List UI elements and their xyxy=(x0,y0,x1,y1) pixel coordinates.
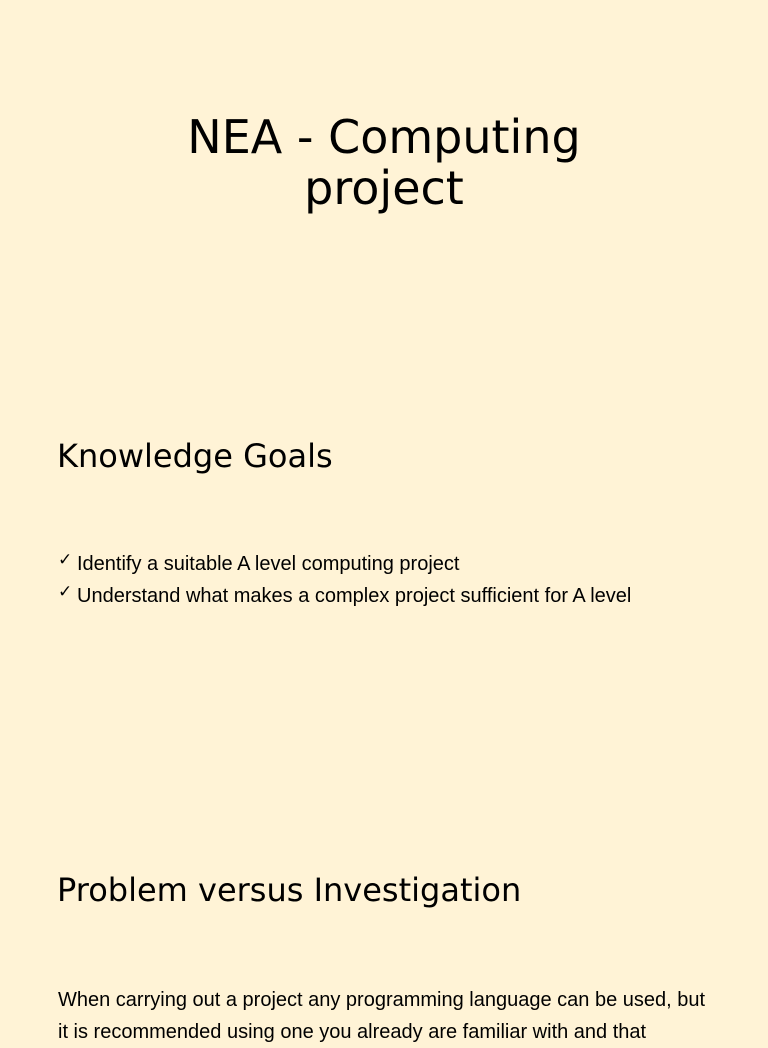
goal-item xyxy=(58,548,631,580)
goal-text: Understand what makes a complex project sufficient for A level xyxy=(77,585,632,607)
goal-item xyxy=(58,580,631,612)
knowledge-goals-heading: Knowledge Goals xyxy=(57,437,333,475)
problem-vs-investigation-slide xyxy=(0,830,768,1043)
knowledge-goals-slide xyxy=(0,400,768,830)
checkmark-icon: ✓ xyxy=(58,582,73,602)
title-slide xyxy=(0,0,768,400)
presentation-title xyxy=(0,112,768,214)
knowledge-goals-list xyxy=(58,548,631,612)
title-line-1: NEA - Computing xyxy=(187,110,581,164)
title-line-2: project xyxy=(304,161,464,215)
problem-heading: Problem versus Investigation xyxy=(57,871,522,909)
goal-text: Identify a suitable A level computing project xyxy=(77,553,460,575)
problem-body-text: When carrying out a project any programming language can be used, but it is recommended using one you already are familiar with and that xyxy=(58,989,706,1043)
checkmark-icon: ✓ xyxy=(58,550,73,570)
